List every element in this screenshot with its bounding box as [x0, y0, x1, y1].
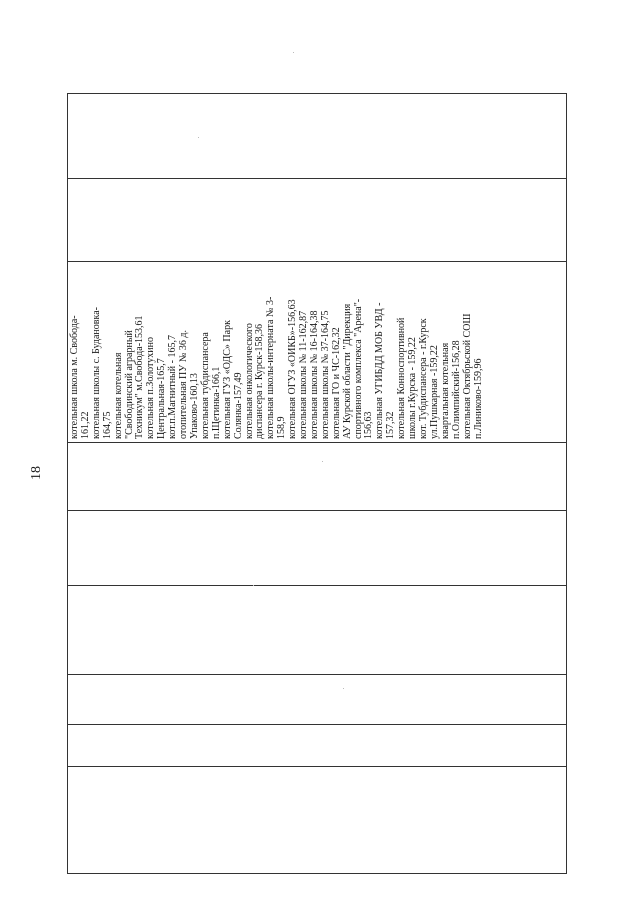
boiler-list-line: котельная ГУЗ «ОДС» Парк [221, 320, 233, 439]
row-divider [68, 442, 566, 443]
boiler-list-line: п.Линиково-159,96 [472, 358, 484, 439]
boiler-list-line: котельная онкологического [243, 323, 255, 439]
boiler-list-line: котельная школа м. Свобода- [69, 315, 80, 439]
scan-speck [343, 688, 344, 689]
boiler-list-line: диспансера г. Курск-158,36 [254, 324, 266, 439]
boiler-list-line: котельная ОГУЗ «ОИКБ»-156,63 [287, 299, 299, 439]
boiler-list-line: котельная школы-интерната № 3- [265, 296, 277, 439]
page-number: 18 [29, 466, 44, 480]
scan-speck [198, 137, 199, 138]
data-table [67, 93, 567, 874]
boiler-list-line: Техникум" м.Свобода-153,61 [134, 315, 146, 439]
boiler-list-text [68, 261, 568, 442]
boiler-list-line: 158,9 [276, 416, 288, 439]
boiler-list-line: отопительная ПУ № 36 д. [178, 330, 190, 439]
boiler-list-line: котельная школы с. Будановка- [90, 307, 102, 439]
boiler-list-line: АУ Курской области "Дирекция [341, 303, 353, 439]
table-cell-boiler-list [68, 261, 568, 442]
row-divider [68, 674, 566, 675]
boiler-list-line: спортивного комплекса "Арена"- [352, 298, 364, 439]
boiler-list-line: котельная Конноспортивной [396, 317, 408, 439]
boiler-list-line: котельная тубдиспансера [199, 332, 211, 439]
row-divider [68, 585, 566, 586]
boiler-list-line: п.Олимпийский-156,28 [450, 340, 462, 439]
boiler-list-line: п.Щетинка-166,1 [210, 366, 222, 439]
boiler-list-line: 164,75 [101, 411, 113, 439]
boiler-list-line: котельная школы № 16-164,38 [308, 310, 320, 439]
boiler-list-line: ул.Пушкарная -159,22 [428, 345, 440, 439]
scan-speck [322, 461, 323, 462]
boiler-list-line: котельная УГИБДД МОБ УВД - [374, 302, 386, 439]
row-divider [68, 724, 566, 725]
boiler-list-line: котельная котельная [112, 352, 124, 439]
boiler-list-line: кот.п.Магнитный - 165,7 [167, 335, 179, 439]
scan-speck [253, 585, 254, 586]
boiler-list-line: "Свободинский аграрный [123, 330, 135, 439]
row-divider [68, 178, 566, 179]
boiler-list-line: школы г.Курска - 159,22 [407, 337, 419, 439]
boiler-list-line: 156,63 [363, 411, 375, 439]
boiler-list-line: 157,32 [385, 411, 397, 439]
boiler-list-line: Солянка-157,49 [232, 372, 244, 439]
boiler-list-line: Центральная-165,7 [156, 358, 168, 439]
scan-speck [293, 52, 294, 53]
row-divider [68, 510, 566, 511]
boiler-list-line: Упаково-160,13 [188, 373, 200, 439]
boiler-list-line: котельная школы № 37-164,75 [319, 310, 331, 439]
boiler-list-line: котельная школы № 11-162,87 [298, 310, 310, 439]
boiler-list-line: 161,22 [79, 411, 91, 439]
boiler-list-line: котельная п.Золотухино [145, 337, 157, 439]
row-divider [68, 766, 566, 767]
boiler-list-line: кот. Тубдиспансера - г.Курск [418, 318, 429, 439]
boiler-list-line: котельная ГО и ЧС-162,32 [330, 327, 342, 439]
boiler-list-line: котельная Октябрьской СОШ [461, 313, 473, 439]
boiler-list-line: квартальная котельная [439, 342, 451, 439]
